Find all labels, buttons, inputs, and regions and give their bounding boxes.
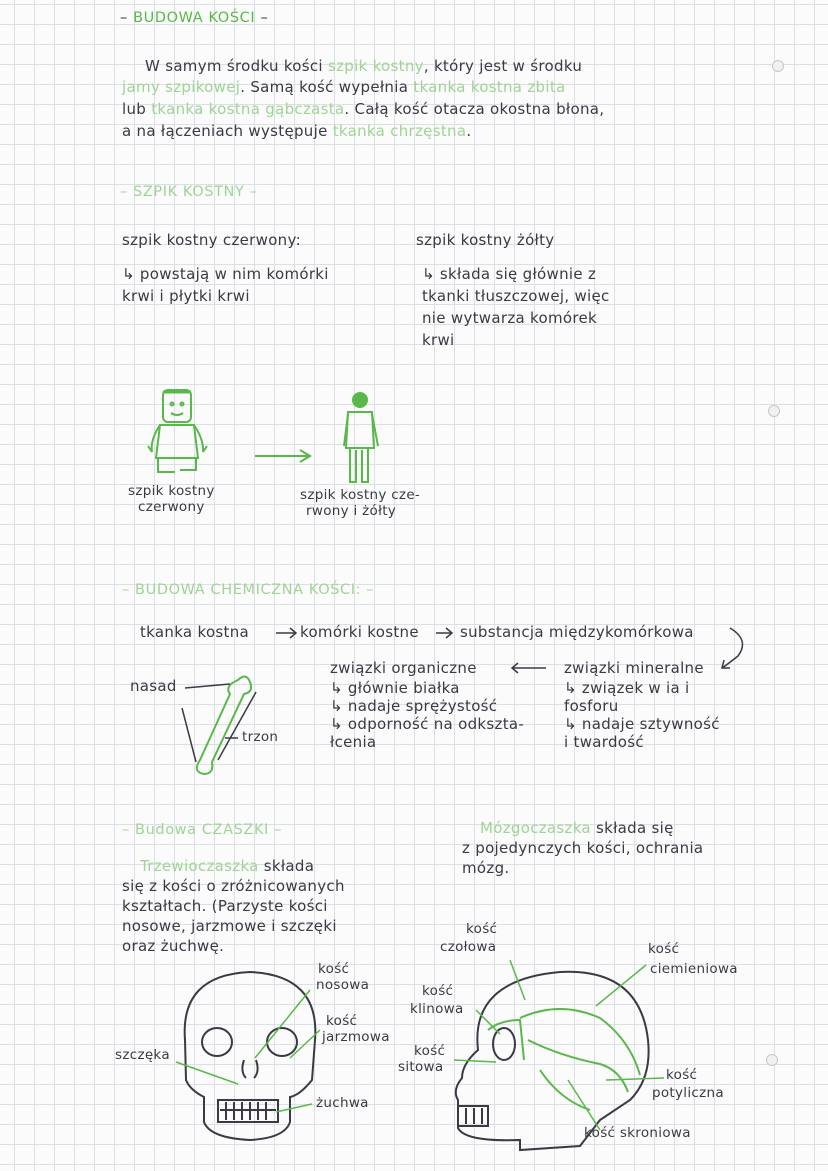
label-kosc-nosowa: kość [318,961,350,977]
label-zuchwa: żuchwa [316,1095,369,1111]
label-szczeka: szczęka [115,1047,170,1063]
mozgoczaszka-line: z pojedynczych kości, ochrania [462,839,704,857]
fig2-caption: rwony i żółty [306,503,397,519]
skull-front [185,972,316,1140]
arrow-right [255,450,310,462]
paragraph-line: lub tkanka kostna gąbczasta. Całą kość otacza okostna błona, [122,100,605,118]
label-kosc-czolowa: czołowa [440,939,497,955]
col2-heading: szpik kostny żółty [416,231,555,249]
organic-heading: związki organiczne [330,659,477,677]
fig1-caption: szpik kostny [128,483,215,499]
organic-item: ↳ odporność na odkszta- [330,715,525,733]
mineral-item: fosforu [564,697,619,715]
flow-step: substancja międzykomórkowa [460,623,694,641]
mineral-item: ↳ związek w ia i [564,679,690,697]
label-trzon: trzon [242,729,279,745]
col2-line: krwi [422,331,455,349]
label-kosc-ciemieniowa: ciemieniowa [650,961,738,977]
section-title-szpik: – SZPIK KOSTNY – [120,184,258,200]
mozgoczaszka-line: mózg. [462,859,510,877]
paragraph-line: W samym środku kości szpik kostny, który jest w środku [145,57,583,75]
label-kosc-jarzmowa: jarzmowa [322,1029,390,1045]
mineral-item: ↳ nadaje sztywność [564,715,720,733]
section-title-chemiczna: – BUDOWA CHEMICZNA KOŚCI: – [122,582,375,598]
organic-item: ↳ nadaje sprężystość [330,697,498,715]
fig1-caption: czerwony [138,499,205,515]
col1-line: krwi i płytki krwi [122,287,250,305]
col2-line: ↳ składa się głównie z [422,265,597,283]
fig2-caption: szpik kostny cze- [300,487,421,503]
paragraph-line: a na łączeniach występuje tkanka chrzęstna. [122,122,472,140]
paragraph-line: jamy szpikowej. Samą kość wypełnia tkanka kostna zbita [122,78,566,96]
flow-step: komórki kostne [300,623,419,641]
col1-line: ↳ powstają w nim komórki [122,265,329,283]
bone-diagram [197,676,251,774]
trzewioczaszka-line: Trzewioczaszka składa [140,857,315,875]
mineral-item: i twardość [564,733,644,751]
mineral-heading: związki mineralne [564,659,704,677]
col2-line: nie wytwarza komórek [422,309,598,327]
label-kosc-sitowa: kość [414,1043,446,1059]
label-kosc-potyliczna: kość [666,1067,698,1083]
label-kosc-ciemieniowa: kość [648,941,680,957]
trzewioczaszka-line: się z kości o zróżnicowanych [122,877,345,895]
label-kosc-sitowa: sitowa [398,1059,444,1075]
label-kosc-potyliczna: potyliczna [652,1085,724,1101]
label-nasada: nasad [130,677,177,695]
trzewioczaszka-line: nosowe, jarzmowe i szczęki [122,917,337,935]
label-kosc-czolowa: kość [466,921,498,937]
section-title-czaszka: – Budowa CZASZKI – [122,822,282,838]
organic-item: ↳ głównie białka [330,679,460,697]
flow-step: tkanka kostna [140,623,250,641]
mozgoczaszka-line: Mózgoczaszka składa się [480,819,674,837]
col1-heading: szpik kostny czerwony: [122,231,301,249]
section-title-budowa-kosci: – BUDOWA KOŚCI – [120,10,269,26]
skull-side-sutures [488,1009,640,1110]
label-kosc-skroniowa: kość skroniowa [584,1125,691,1141]
label-kosc-nosowa: nosowa [316,977,370,993]
label-kosc-klinowa: kość [422,983,454,999]
label-kosc-klinowa: klinowa [410,1001,464,1017]
label-kosc-jarzmowa: kość [326,1013,358,1029]
organic-item: łcenia [330,733,377,751]
skull-side-pointers [454,960,664,1130]
adult-figure [344,393,378,482]
trzewioczaszka-line: kształtach. (Parzyste kości [122,897,328,915]
bone-pointers [182,684,256,762]
child-figure [148,390,207,472]
col2-line: tkanki tłuszczowej, więc [422,287,610,305]
trzewioczaszka-line: oraz żuchwę. [122,937,225,955]
